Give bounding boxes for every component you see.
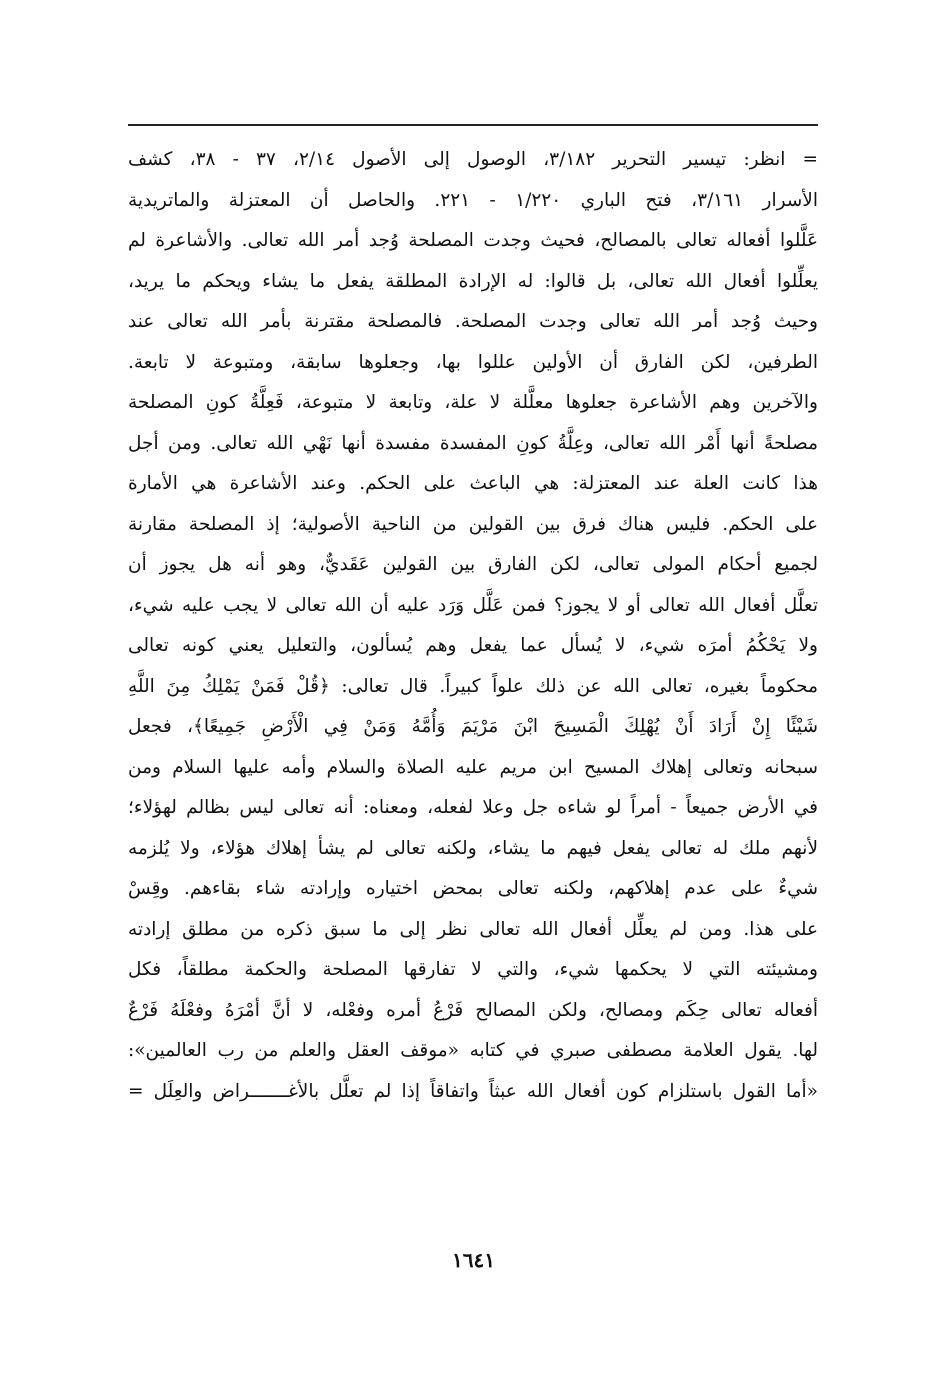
text-line: شيءٌ على عدم إهلاكهم، ولكنه تعالى بمحض اختياره وإرادته شاء بقاءهم. وقِسْ [128, 878, 818, 899]
text-line: تعلَّل أفعال الله تعالى أو لا يجوز؟ فمن عَلَّل وَرَد عليه أن الله تعالى لا يجب عليه شيء، [128, 594, 818, 616]
text-line: شَيْئًا إِنْ أَرَادَ أَنْ يُهْلِكَ الْمَسِيحَ ابْنَ مَرْيَمَ وَأُمَّهُ وَمَنْ فِي الْأَرْضِ جَمِيعًا﴾، فجعل [128, 716, 818, 737]
text-line: ولا يَحْكُمُ أمرَه شيء، لا يُسأل عما يفعل وهم يُسألون، والتعليل يعني كونه تعالى [128, 635, 818, 656]
footnote-text [128, 140, 818, 1112]
text-line: الطرفين، لكن الفارق أن الأولين عللوا بها، وجعلوها سابقة، ومتبوعة لا تابعة. [128, 351, 818, 373]
text-line: = انظر: تيسير التحرير ٣/١٨٢، الوصول إلى الأصول ٢/١٤، ٣٧ - ٣٨، كشف [128, 149, 818, 170]
text-line: سبحانه وتعالى إهلاك المسيح ابن مريم عليه الصلاة والسلام وأمه عليها السلام ومن [128, 756, 818, 778]
text-line: والآخرين وهم الأشاعرة جعلوها معلَّلة لا علة، وتابعة لا متبوعة، فَعِلَّةُ كونِ المصلحة [128, 392, 818, 413]
text-line: «أما القول باستلزام كون أفعال الله عبثاً واتفاقاً إذا لم تعلَّل بالأغـــــــراض والعِلَل = [128, 1080, 818, 1102]
text-line: هذا كانت العلة عند المعتزلة: هي الباعث على الحكم. وعند الأشاعرة هي الأمارة [128, 473, 818, 494]
text-line: يعلِّلوا أفعال الله تعالى، بل قالوا: له الإرادة المطلقة يفعل ما يشاء ويحكم ما يريد، [128, 270, 818, 292]
text-line: مصلحةً أنها أَمْر الله تعالى، وعِلَّةُ كونِ المفسدة مفسدة أنها نَهْي الله تعالى. ومن أجل [128, 432, 818, 454]
text-line: وحيث وُجد أمر الله تعالى وجدت المصلحة. فالمصلحة مقترنة بأمر الله تعالى عند [128, 311, 818, 332]
text-line: لأنهم ملك له تعالى يفعل فيهم ما يشاء، ولكنه تعالى لم يشأ إهلاك هؤلاء، ولا يُلزمه [128, 837, 818, 859]
footnote-separator-rule [128, 124, 818, 126]
text-line: في الأرض جميعاً - أمراً لو شاءه جل وعلا لفعله، ومعناه: أنه تعالى ليس بظالم لهؤلاء؛ [128, 797, 818, 818]
text-line: لها. يقول العلامة مصطفى صبري في كتابه «موقف العقل والعلم من رب العالمين»: [128, 1040, 818, 1061]
text-line: محكوماً بغيره، تعالى الله عن ذلك علواً كبيراً. قال تعالى: ﴿قُلْ فَمَنْ يَمْلِكُ مِنَ اللَّهِ [128, 675, 818, 697]
text-line: ومشيئته التي لا يحكمها شيء، والتي لا تفارقها المصلحة والحكمة مطلقاً، فكل [128, 959, 818, 980]
text-line: أفعاله تعالى حِكَم ومصالح، ولكن المصالح فَرْعُ أمره وفعْله، لا أنَّ أمْرَهُ وفعْلَهُ فَرْعٌ [128, 999, 818, 1021]
page-number: ١٦٤١ [452, 1248, 495, 1272]
text-line: لجميع أحكام المولى تعالى، لكن الفارق بين القولين عَقَديٌّ، وهو أنه هل يجوز أن [128, 554, 818, 575]
text-line: عَلَّلوا أفعاله تعالى بالمصالح، فحيث وجدت المصلحة وُجد أمر الله تعالى. والأشاعرة لم [128, 230, 818, 251]
text-line: الأسرار ٣/١٦١، فتح الباري ١/٢٢٠ - ٢٢١. والحاصل أن المعتزلة والماتريدية [128, 189, 818, 211]
text-line: على الحكم. فليس هناك فرق بين القولين من الناحية الأصولية؛ إذ المصلحة مقارنة [128, 513, 818, 535]
text-line: على هذا. ومن لم يعلِّل أفعال الله تعالى نظر إلى ما سبق ذكره من مطلق إرادته [128, 918, 818, 940]
